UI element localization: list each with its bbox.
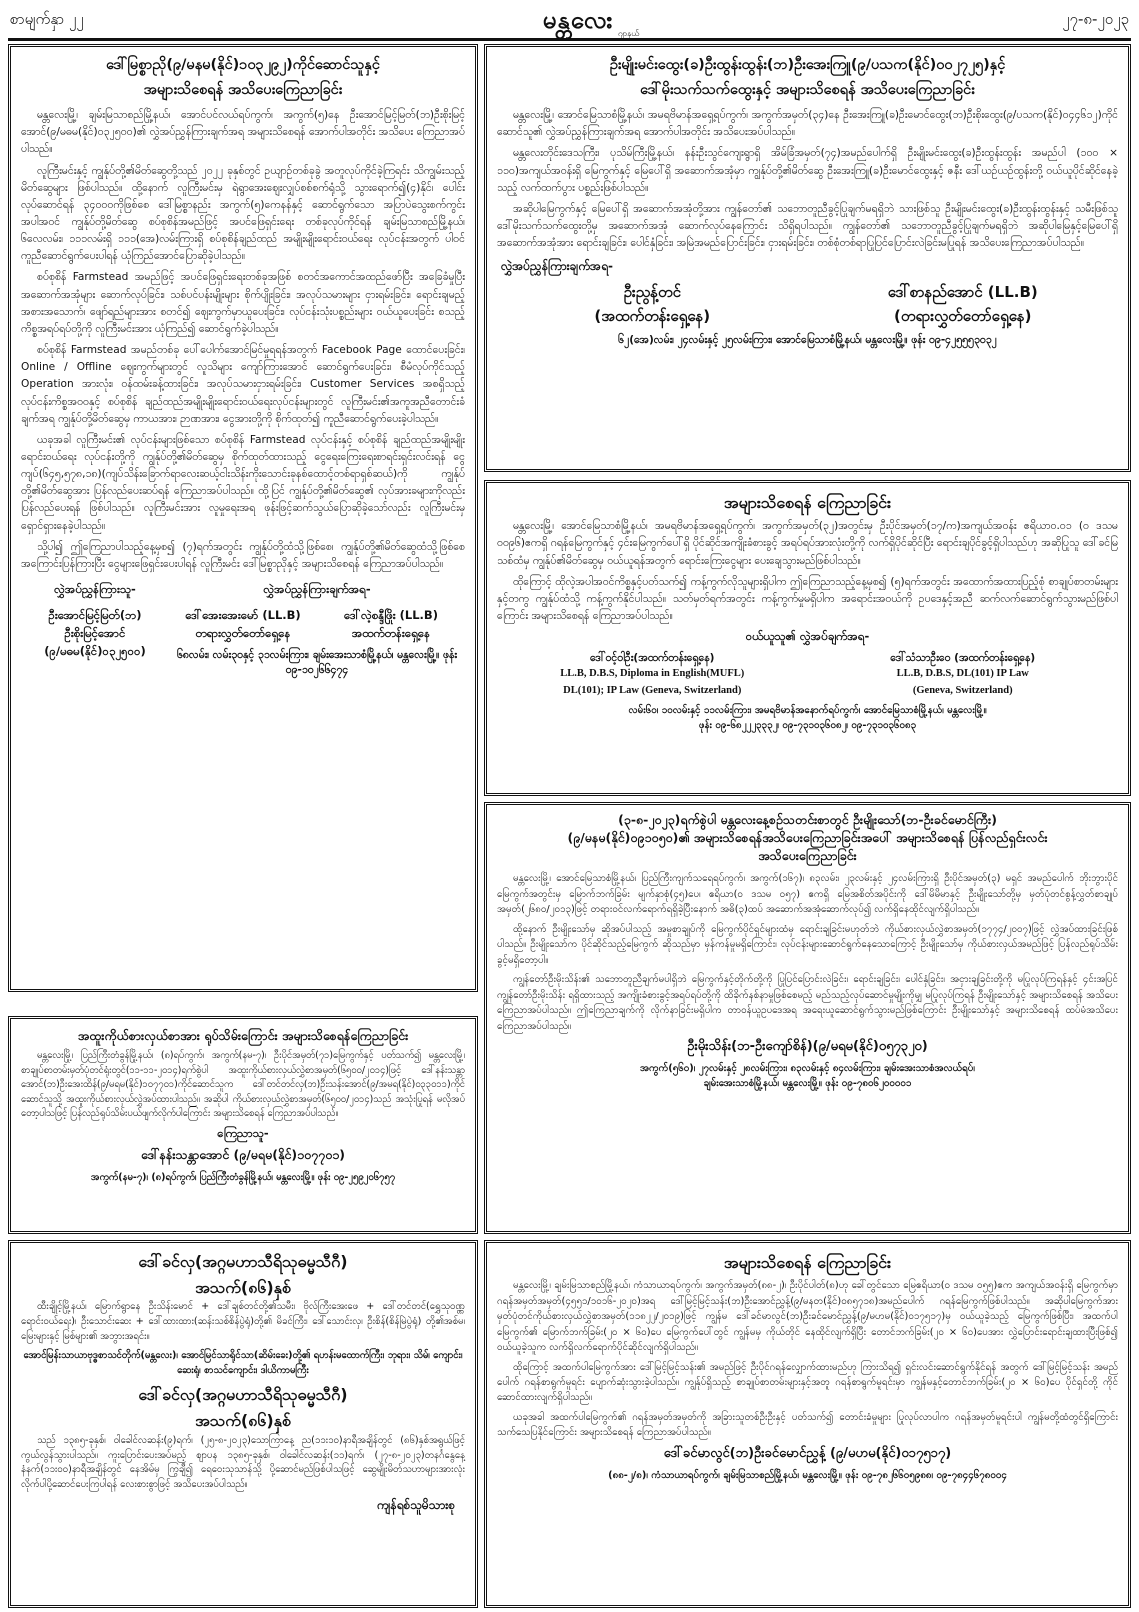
lawyer-address: လမ်း၆၀၊ ၁၀လမ်းနှင့် ၁၁လမ်းကြား၊ အမရဗိမာန်အနောက်ရပ်ကွက်၊ အောင်မြေသာစံမြို့နယ်၊ မန္တလေးမြို့။: [628, 704, 987, 716]
notice-body: [21, 107, 465, 573]
deceased-age: အသက်(၈၆)နှစ်: [195, 1411, 291, 1431]
lawyer-title: (တရားလွှတ်တော်ရှေ့နေ): [894, 307, 1032, 326]
lawyer-2: [808, 280, 1119, 328]
declarant-address-2: ချမ်းအေးသာစံမြို့နယ်၊ မန္တလေးမြို့။ ဖုန်း ၀၉-၇၈၀၆၂၀၀၀၀၁: [703, 1077, 912, 1089]
lawyer-address: ၆၈လမ်း၊ လမ်း၃၀နှင့် ၃၁လမ်းကြား၊ ချမ်းအေးသာစံမြို့နယ်၊ မန္တလေးမြို့။ ဖုန်း ၀၉-၁၀၂၆၆၄၇၄: [176, 648, 458, 677]
notice-paragraph: စပ်စုစိန် Farmstead အမည်ဖြင့် အပင်ဖြေရှင်းရေးတစ်ခုအဖြစ် စတင်အကောင်အထည်ဖော်ပြီး အခြေခံမှုပြီး အဆောက်အအုံများ ဆောက်လုပ်ခြင်း၊ သစ်ပင်ပန်းမျိုးများ စိုက်ပျိုးခြင်း၊ အလုပ်သမားများ ငှားရမ်းခြင်း၊ ရောင်းချမည့် အစားအသောက်၊ ဖျော်ရည်များအား စတင်၍ ဈေးကွက်မှာယူပေးခြင်း၊ လုပ်ငန်းသုံးပစ္စည်းများ ဝယ်ယူပေးခြင်း စသည့်ကိစ္စအရပ်ရပ်တို့ကို လူကြီးမင်းအား ယုံကြည်၍ ဆောင်ရွက်ခဲ့ပါသည်။: [21, 271, 465, 335]
family-paragraph: ထီးချိုင့်မြို့နယ်၊ မြောက်ရွာနေ ဦးသိန်းမောင် + ဒေါ်ချစ်တင်တို့၏သမီး၊ ဗိုလ်ကြီးအေးဖေ + ဒေါ်တင်တင်(ရွှေသုဝဏ္ဏရောင်းဝယ်ရေး)၊ ဦးသောင်းဆေး + ဒေါ်ထားထား(ဆန်းသစ်စိန်ပွဲရုံ)တို့၏ မိခင်ကြီး၊ ဒေါ်သောင်းလှ၊ ဦးစိန်(စိန်မြဲပွဲရုံ) တို့၏အစ်မ၊ မြေးများနှင့် မြစ်များ၏ အဘွားအရင်း။: [21, 1301, 465, 1342]
lawyer-name: ဒေါ်စာနည်အောင် (LL.B): [887, 283, 1038, 302]
sign-heading: လွှဲအပ်ညွှန်ကြားသူ-: [54, 582, 136, 597]
lawyer-name: ဦးညွန့်တင်: [623, 283, 681, 302]
notice-revoke-power-of-attorney: [8, 1016, 478, 1234]
notice-paragraph: မန္တလေးမြို့၊ ပြည်ကြီးတံခွန်မြို့နယ်၊ (၈)ရပ်ကွက်၊ အကွက်(နမ-၇)၊ ဦးပိုင်အမှတ်(၇၁)မြေကွက်နှင့် ပတ်သက်၍ မန္တလေးမြို့၊ စာချုပ်စာတမ်းမှတ်ပုံတင်ရုံးတွင်(၁၁-၁၁-၂၀၁၄)ရက်စွဲပါ အထူးကိုယ်စားလှယ်လွှဲစာအမှတ်(၆၅၀၀/၂၀၁၄)ဖြင့် ဒေါ်နန်းသန္တာအောင်(ဘ)ဦးအေးထိန်(၉/မရမ(နိုင်)၁၀၇၇၀၁)ကိုင်ဆောင်သူက ဒေါ်တင်တင်လှ(ဘ)ဦးသန်းအောင်(၉/အမရ(နိုင်)၀၃၃၀၁၁)ကိုင်ဆောင်သူသို့ အထူးကိုယ်စားလှယ်လွှဲအပ်ထားပါသည်။ အဆိုပါ ကိုယ်စားလှယ်လွှဲစာအမှတ်(၆၅၀၀/၂၀၁၄)သည် အသုံးပြုရန် မလိုအပ်တော့ပါသဖြင့် ပြန်လည်ရုပ်သိမ်းပယ်ဖျက်လိုက်ပါကြောင်း အများသိစေရန် ကြေညာအပ်ပါသည်။: [21, 1050, 465, 1120]
signature-row: [497, 650, 1118, 699]
deceased-name: ဒေါ်ခင်လှ(အဂ္ဂမဟာသီရိသုဓမ္မသီဂီ): [138, 1385, 348, 1405]
masthead-subtitle: ဂျာနယ်: [617, 29, 639, 38]
notice-title: (၃-၈-၂၀၂၃)ရက်စွဲပါ မန္တလေးနေ့စဉ်သတင်းစာတွင် ဦးမျိုးသော်(ဘ-ဦးခင်မောင်ကြီး): [618, 812, 997, 827]
sign-heading: လွှဲအပ်ညွှန်ကြားချက်အရ-: [263, 582, 371, 597]
donor-paragraph: အောင်မြန်းသာယာဗုဒ္ဓစာသင်တိုက်(မန္တလေး)၊ အောင်မြင်သာရိုင်သာ(ဆိမ်းခေး)တို့၏ ရဟန်းမထောက်ကြီး၊ ဘုရား၊ သိမ်၊ ကျောင်း၊ ဆေးရုံ၊ စာသင်ကျောင်း၊ ဒါယိကာမကြီး: [23, 1349, 463, 1376]
notice-body: [497, 107, 1118, 252]
notice-paragraph: မန္တလေးတိုင်းဒေသကြီး၊ ပုသိမ်ကြီးမြို့နယ်၊ နန်းဦးသွင်ကျေးရွာရှိ အိမ်ခြံအမှတ်(၇၄)အမည်ပေါက်ရှိ ဦးမျိုးမင်းထွေး(ခ)ဦးထွန်းထွန်း အမည်ပါ (၁၀၀ × ၁၁၀)အကျယ်အဝန်းရှိ မြေကွက်နှင့် မြေပေါ်ရှိ အဆောက်အအုံမှာ ကျွန်ုပ်တို့၏မိတ်ဆွေ ဦးအေးကြူ(ခ)ဦးမောင်ထွေးနှင့် ဇနီး ဒေါ်ယဉ်ယဉ်ထွန်းတို့ ဝယ်ယူပိုင်ဆိုင်နေခဲ့သည့် လက်ထက်ပွား ပစ္စည်းဖြစ်ပါသည်။: [497, 147, 1118, 194]
lawyer-phone: ဖုန်း ၀၉-၆၈၂၂၂၃၃၃၂၊ ၀၉-၇၃၁၀၃၆၀၈၂၊ ၀၉-၇၃၁၀၃၆၀၈၃: [698, 719, 917, 731]
notice-paragraph: မန္တလေးမြို့၊ အောင်မြေသာစံမြို့နယ်၊ ပြည်ကြီးကျက်သရေရပ်ကွက်၊ အကွက်(၁၆၇)၊ ၈၃လမ်း၊ ၂၃လမ်းနှင့် ၂၄လမ်းကြားရှိ ဦးပိုင်အမှတ်(၃) မရှင် အမည်ပေါက် ဘိုးဘွားပိုင်မြေကွက်အတွင်းမှ မြောက်ဘက်ခြမ်း မျက်နှာစုံ(၄၅)ပေ၊ ဧရိယာ(၀ ဒသမ ၀၅၇) ဧကရှိ မြေအစိတ်အပိုင်းကို ဒေါ်မိမိမာနှင့် ဦးမျိုးသော်တို့မှ မှတ်ပုံတင်စွန့်လွှတ်စာချုပ်အမှတ်(၂၆၈၀/၂၀၁၃)ဖြင့် တရားဝင်လက်ရောက်ရရှိခဲ့ပြီးနောက် အဓိ(၃)ထပ် အဆောက်အအုံဆောက်လုပ်၍ လက်ရှိနေထိုင်လျက်ရှိပါသည်။: [497, 873, 1118, 916]
deceased-age-heading: အသက်(၈၆)နှစ်: [195, 1277, 291, 1297]
notice-land-purchase: [484, 480, 1131, 796]
header-rule: [8, 38, 1131, 41]
notice-title: အများသိစေရန် ကြေညာခြင်း: [723, 493, 892, 512]
notice-paragraph: ယခုအခါ အထက်ပါမြေကွက်၏ ဂရန်အမှတ်အမှတ်ကို အခြားသူတစ်ဦးဦးနှင့် ပတ်သက်၍ တောင်းခံမှုများ ပြုလုပ်လာပါက ဂရန်အမှတ်မူရင်းပါ ကျွန်မတို့ထံတွင်ရှိကြောင်း သက်သေပြနိုင်ကြောင်း အများသိစေရန် ကြေညာအပ်ပါသည်။: [497, 1411, 1118, 1439]
sign-heading: ဝယ်ယူသူ၏ လွှဲအပ်ချက်အရ-: [745, 629, 870, 644]
notice-body: [21, 1049, 465, 1122]
sign-heading: လွှဲအပ်ညွှန်ကြားချက်အရ-: [501, 259, 613, 274]
lawyer-title: (အထက်တန်းရှေ့နေ): [594, 307, 711, 326]
notice-paragraph: သို့ပါ၍ ဤကြေညာပါသည့်နေ့မှစ၍ (၇)ရက်အတွင်း ကျွန်ုပ်တို့ထံသို့ဖြစ်စေ၊ ကျွန်ုပ်တို့၏မိတ်ဆွေထံသို့ဖြစ်စေ အကြောင်းပြန်ကြားပြီး ငွေများဖြေရှင်းပေးပါရန် လူကြီးမင်း ဒေါ်မြစ္စာညိုနှင့် အများသိစေရန် ကြေညာအပ်ပါသည်။: [21, 540, 465, 570]
page-header: [8, 4, 1131, 38]
notice-title: အထူးကိုယ်စားလှယ်စာအား ရုပ်သိမ်းကြောင်း အများသိစေရန်ကြေညာခြင်း: [77, 1028, 409, 1043]
notice-paragraph: ကျွန်တော်ဦးမိုးသိန်း၏ သဘောတူညီချက်မပါရှိဘဲ မြေကွက်နှင့်တိုက်တို့ကို ပြုပြင်ပြောင်းလဲခြင်း၊ ရောင်းချခြင်း၊ ပေါင်နှံခြင်း၊ အငှားချခြင်းတို့ကို မပြုလုပ်ကြရန်နှင့် ၄င်းအပြင် ကျွန်တော်ဦးမိုးသိန်း ရရှိထားသည့် အကျိုးခံစားခွင့်အရပ်ရပ်တို့ကို ထိခိုက်နစ်နာမှုဖြစ်စေမည့် မည်သည့်လုပ်ဆောင်မှုမျိုးကိုမျှ မပြုလုပ်ကြရန် ဦးမျိုးသော်နှင့် အများသိစေရန် အသိပေးကြေညာအပ်ပါသည်။ ဤကြေညာချက်ကို လိုက်နာခြင်းမရှိပါက တာဝန်ယူဥပဒေအရ အရေးယူဆောင်ရွက်သွားမည်ဖြစ်ကြောင်း ဦးမျိုးသော်နှင့် အများသိစေရန် ထပ်မံအသိပေးကြေညာအပ်ပါသည်။: [497, 974, 1118, 1032]
notice-paragraph: မန္တလေးမြို့၊ အောင်မြေသာစံမြို့နယ်၊ အမရဗိမာန်အရှေ့ရပ်ကွက်၊ အကွက်အမှတ်(၃၄)နေ ဦးအေးကြူ(ခ)ဦးမောင်ထွေး(ဘ)ဦးစိုးထွေး(၉/ပသက(နိုင်)၀၄၄၆၁၂)ကိုင်ဆောင်သူ၏ လွှဲအပ်ညွှန်ကြားချက်အရ အောက်ပါအတိုင်း အသိပေးအပ်ပါသည်။: [497, 109, 1118, 139]
notice-paragraph: လူကြီးမင်းနှင့် ကျွန်ုပ်တို့၏မိတ်ဆွေတို့သည် ၂၀၂၂ ခုနှစ်တွင် ဥယျာဉ်တစ်ခုခွဲ အတူလုပ်ကိုင်ခဲ့ကြရင်း သိကျွမ်းသည့်မိတ်ဆွေများ ဖြစ်ပါသည်။ ထို့နောက် လူကြီးမင်းမှ ရဲရွာအေးဈေးလျှပ်စစ်စက်ရုံသို့ သွားရောက်၍(၄)နိုင်၊ ပေါင်းလုပ်ဆောင်ရန် ၃၄၀၀၀ကိုဖြစ်စေ ဒေါ်မြစ္စာနည်း အကွက်(၅)ကေနန်နှင့် ဆောင်ရွက်သော အပြာပဲသွေးစက်ကွင်းအပါအဝင် ကျွန်ုပ်တို့မိတ်ဆွေ စပ်စုစိန်အမည်ဖြင့် အပင်ဖြေရှင်းရေး တစ်ခုလုပ်ကိုင်ရန် ချမ်းမြသာစည်မြို့နယ်၊ ၆လေလမ်း၊ ၁၁၁လမ်းရှိ ၁၁၁(အေ)လမ်းကြားရှိ စပ်စုစိန်ချည်ထည် အမျိုးမျိုးရောင်းဝယ်ရေး လုပ်ငန်းအတွက် ပါဝင်ကူညီဆောင်ရွက်ပေးပါရန် ယုံကြည်အောင်ပြောဆိုခဲ့ပါသည်။: [21, 164, 465, 263]
signature-row: [21, 581, 465, 679]
client-name: ဦးအောင်မြင့်မြတ်(ဘ): [48, 607, 142, 622]
lawyer-1: [497, 650, 808, 699]
funeral-body: [21, 1434, 465, 1493]
declarant-name: ဒေါ်နန်းသန္တာအောင် (၉/မရမ(နိုင်)၁၀၇၇၀၁): [141, 1147, 345, 1163]
lawyer-title: တရားလွှတ်တော်ရှေ့နေ: [195, 625, 291, 640]
notice-title: ဒေါ်မြစ္စာညို(၉/မနမ(နိုင်)၁၀၃၂၉၂)ကိုင်ဆောင်သူနှင့်: [106, 57, 380, 73]
notice-paragraph: အဆိုပါမြေကွက်နှင့် မြေပေါ်ရှိ အဆောက်အအုံတို့အား ကျွန်တော်၏ သဘောတူညီခွင့်ပြုချက်မရရှိဘဲ သားဖြစ်သူ ဦးမျိုးမင်းထွေး(ခ)ဦးထွန်းထွန်းနှင့် သမီးဖြစ်သူ ဒေါ်မိုးသက်သက်ထွေးတို့မှ အဆောက်အအုံ ဆောက်လုပ်နေကြောင်း သိရှိရပါသည်။ ကျွန်တော်၏ သဘောတူညီခွင့်ပြုချက်မရရှိဘဲ အဆိုပါမြေနှင့်မြေပေါ်ရှိ အဆောက်အအုံအား ရောင်းချခြင်း၊ ပေါင်နှံခြင်း၊ အမြဲအမည်ပြောင်းခြင်း၊ ငှားရမ်းခြင်း၊ တစ်စုံတစ်ရာပြုပြင်ပြောင်းလဲခြင်းမပြုရန် အသိပေးကြေညာအပ်ပါသည်။: [497, 202, 1118, 250]
lawyer-degrees-2: DL(101); IP Law (Geneva, Switzerland): [563, 684, 742, 696]
notice-obituary: [8, 1240, 478, 1608]
notice-title: ဦးမျိုးမင်းထွေး(ခ)ဦးထွန်းထွန်း(ဘ)ဦးအေးကြူ(၉/ပသက(နိုင်)၀၀၂၇၂၅)နှင့်: [609, 57, 1006, 73]
notice-paragraph: ထိုကြောင့် ထိုလဲ့အပါအဝင်ကိစ္စနှင့်ပတ်သက်၍ ကန့်ကွက်လိုသူများရှိပါက ဤကြေညာသည့်နေ့မှစ၍ (၅)ရက်အတွင်း အထောက်အထားပြည့်စုံ စာချုပ်စာတမ်းများနှင့်တကွ ကျွန်ုပ်ထံသို့ ကန့်ကွက်နိုင်ပါသည်။ သတ်မှတ်ရက်အတွင်း ကန့်ကွက်မှုမရှိပါက အရောင်းအဝယ်ကို ဥပဒေနှင့်အညီ ဆက်လက်ဆောင်ရွက်သွားမည်ဖြစ်ပါကြောင်း အများသိစေရန် ကြေညာအပ်ပါသည်။: [497, 575, 1118, 622]
notice-body: [497, 1278, 1118, 1441]
notice-subtitle: ဒေါ်မိုးသက်သက်ထွေးနှင့် အများသိစေရန် အသိပေးကြေညာခြင်း: [640, 82, 975, 99]
masthead-title: မန္တလေး: [542, 5, 614, 34]
lawyer-degrees: LL.B, D.B.S, Diploma in English(MUFL): [560, 668, 745, 680]
notice-paragraph: မန္တလေးမြို့၊ အောင်မြေသာစံမြို့နယ်၊ အမရဗိမာန်အရှေ့ရပ်ကွက်၊ အကွက်အမှတ်(၃၂)အတွင်းမှ ဦးပိုင်အမှတ်(၁၇/က)အကျယ်အဝန်း ဧရိယာ၀.၀၁ (၀ ဒသမ ၀၀၉၆)ဧကရှိ ဂရန်မြေကွက်နှင့် ၄င်းမြေကွက်ပေါ်ရှိ ပိုင်ဆိုင်အကျိုးခံစားခွင့် အရပ်ရပ်အားလုံးတို့ကို လက်ရှိပိုင်ဆိုင်ပြီး ရောင်းချပိုင်ခွင့်ရှိပါသည်ဟု အဆိုပြုသူ ဒေါ်ခင်မြသစ်ထံမှ ကျွန်ုပ်၏မိတ်ဆွေမှ ဝယ်ယူရန်အတွက် ရောင်းကြေးငွေများ ပေးချေသွားမည်ဖြစ်ပါသည်။: [497, 520, 1118, 567]
family-signature: ကျန်ရစ်သူမိသားစု: [376, 1498, 455, 1513]
notice-title-2: (၉/မနမ(နိုင်)၀၉၁၀၅၀)၏ အများသိစေရန်အသိပေးကြေညာခြင်းအပေါ် အများသိစေရန် ပြန်လည်ရှင်းလင်း: [567, 830, 1048, 846]
obituary-body: [21, 1300, 465, 1378]
notice-grant-document: [484, 1240, 1131, 1608]
notice-paragraph: ထိုကြောင့် အထက်ပါမြေကွက်အား ဒေါ်မြင့်မြင့်သန်း၏ အမည်ဖြင့် ဦးပိုင်ဂရန်လျှောက်ထားမည်ဟု ကြားသိရ၍ ရှင်းလင်းဆောင်ရွက်နိုင်ရန် အတွက် ဒေါ်မြင့်မြင့်သန်း အမည်ပေါက် ဂရန်စာရွက်မူရင်း ပျောက်ဆုံးသွားခဲ့ပါသည်။ ကျွန်ုပ်ရှိသည့် စာချုပ်စာတမ်းများနှင့်အတူ ဂရန်စာရွက်မူရင်းမှာ ကျွန်မနှင့်တောင်ဘက်ခြမ်း(၂၀ × ၆၀)ပေ ပိုင်ရှင်တို့ ကိုင်ဆောင်ထားလျက်ရှိပါသည်။: [497, 1361, 1118, 1404]
notice-rebuttal: [484, 802, 1131, 1234]
issue-date: ၂၇-၈-၂၀၂၃: [1062, 10, 1129, 28]
lawyer-address: ၆၂(အေ)လမ်း၊ ၂၄လမ်းနှင့် ၂၅လမ်းကြား၊ အောင်မြေသာစံမြို့နယ်၊ မန္တလေးမြို့။ ဖုန်း ၀၉-၄၂၅၅၅၃၀၃၂: [618, 334, 997, 347]
notice-subtitle: အများသိစေရန် အသိပေးကြေညာခြင်း: [143, 82, 343, 99]
lawyer-1: [497, 280, 808, 328]
lawyer-name: ဒေါ်သံသာဦးဝေ (အထက်တန်းရှေ့နေ): [890, 652, 1036, 665]
notice-paragraph: စပ်စုစိန် Farmstead အမည်တစ်ခု ပေါ်ပေါက်အောင်မြင်မှုရရန်အတွက် Facebook Page ထောင်ပေးခြင်း၊ Online / Offline ဈေးကွက်များတွင် လူသိများ ကျော်ကြားအောင် ဆောင်ရွက်ပေးခြင်း၊ စီမံလုပ်ကိုင်သည့် Operation အားလုံး၊ ဝန်ထမ်းခန့်ထားခြင်း၊ အလုပ်သမားငှားရမ်းခြင်း၊ Customer Services အစရှိသည့် လုပ်ငန်းကိစ္စအဝဝနှင့် စပ်စုစိန် ချည်ထည်အမျိုးမျိုးရောင်းဝယ်ရေးလုပ်ငန်းများတွင် လူကြီးမင်း၏အကူအညီတောင်းခံချက်အရ ကျွန်ုပ်တို့မိတ်ဆွေမှ ကာယအား၊ ဉာဏအား၊ ငွေအားတို့ကို စိုက်ထုတ်၍ ကူညီဆောင်ရွက်ပေးခဲ့ပါသည်။: [21, 344, 465, 425]
funeral-paragraph: သည် ၁၃၈၅-ခုနှစ်၊ ဝါခေါင်လဆန်း(၉)ရက်၊ (၂၅-၈-၂၀၂၃)သောကြာနေ့ ည(၁၁း၁၀)နာရီအချိန်တွင် (၈၆)နှစ်အရွယ်ဖြင့် ကွယ်လွန်သွားပါသည်။ ကူးပြောင်းပေးအပ်မည့် ဈာပန ၁၃၈၅-ခုနှစ်၊ ဝါခေါင်လဆန်း(၁၁)ရက်၊ (၂၇-၈-၂၀၂၃)တနင်္ဂနွေနေ့ နံနက်(၁၁း၀၀)နာရီအချိန်တွင် နေအိမ်မှ ကြွချီ၍ ရေဝေးသုသာန်သို့ ပို့ဆောင်မည်ဖြစ်ပါသဖြင့် ဆွေမျိုးမိတ်သဟာများအားလုံး လိုက်ပါပို့ဆောင်ပေးကြပါရန် လေးစားစွာဖြင့် အသိပေးအပ်ပါသည်။: [21, 1434, 465, 1491]
lawyer-name: ဒေါ်လဲ့စန္ဒီဖြိုး (LL.B): [344, 607, 438, 622]
lawyer-degrees: LL.B, D.B.S, DL(101) IP Law: [896, 668, 1029, 680]
lawyer-title: အထက်တန်းရှေ့နေ: [351, 625, 431, 640]
declarant-address: (၈၈-၂/၈)၊ ကံသာယာရပ်ကွက်၊ ချမ်းမြသာစည်မြို့နယ်၊ မန္တလေးမြို့။ ဖုန်း ၀၉-၇၈၂၆၆၀၅၉၈၈၊ ၀၉-၇၈၄၄၆၇၈၀၀၄: [608, 1469, 1007, 1481]
notice-paragraph: ထို့နောက် ဦးမျိုးသော်မှ ဆိုအပ်ပါသည့် အမှုစာချုပ်ကို မြေကွက်ပိုင်ရှင်များထံမှ ရောင်းချခြင်းမဟုတ်ဘဲ ကိုယ်စားလှယ်လွှဲစာအမှတ်(၁၇၇၄/၂၀၀၇)ဖြင့် လွှဲအပ်ထားခြင်းဖြစ်ပါသည်။ ဦးမျိုးသော်က ပိုင်ဆိုင်သည့်မြေကွက် ဆိုသည်မှာ မှန်ကန်မှုမရှိကြောင်း၊ လုပ်ငန်းများဆောင်ရွက်နေသောကြောင့် ဦးမျိုးသော်မှ ကိုယ်စားလှယ်အမည်ဖြင့် ပြန်လည်ရုပ်သိမ်းခွင့်မရှိတော့ပါ။: [497, 923, 1118, 966]
client-signature: [21, 581, 169, 679]
lawyer-2: [808, 650, 1119, 699]
lawyer-name: ဒေါ်ဝင့်ဝါဦး(အထက်တန်းရှေ့နေ): [590, 652, 715, 665]
sign-heading: ကြေညာသူ-: [217, 1126, 269, 1141]
notice-title: အများသိစေရန် ကြေညာခြင်း: [723, 1253, 892, 1272]
notice-paragraph: ယခုအခါ လူကြီးမင်း၏ လုပ်ငန်းများဖြစ်သော စပ်စုစိန် Farmstead လုပ်ငန်းနှင့် စပ်စုစိန် ချည်ထည်အမျိုးမျိုးရောင်းဝယ်ရေး လုပ်ငန်းတို့ကို ကျွန်ုပ်တို့၏မိတ်ဆွေမှ စိုက်ထုတ်ထားသည့် ငွေရေးကြေးရေးစာရင်းရှင်းလင်းရန် ငွေကျပ်(၆၄၅,၅၇၈,၁၈)(ကျပ်သိန်းခြောက်ရာလေးဆယ့်ငါးသိန်းကိုးသောင်းခုနစ်ထောင့်တစ်ရာရှစ်ဆယ်)ကို ကျွန်ုပ်တို့၏မိတ်ဆွေအား ပြန်လည်ပေးဆပ်ရန် ကြေညာအပ်ပါသည်။ ထို့ပြင် ကျွန်ုပ်တို့၏မိတ်ဆွေ၏ လုပ်အားခများကိုလည်း ပြန်လည်ပေးရန် ဖြစ်ပါသည်။ လူကြီးမင်းအား လူမှုရေးအရ ဖုန်းဖြင့်ဆက်သွယ်ပြောဆိုခဲ့သော်လည်း လူကြီးမင်းမှ ရှောင်ရှားနေခဲ့ပါသည်။: [21, 433, 465, 532]
notice-debt-demand: [8, 44, 478, 992]
declarant-address: အကွက်(နမ-၇)၊ (၈)ရပ်ကွက်၊ ပြည်ကြီးတံခွန်မြို့နယ်၊ မန္တလေးမြို့။ ဖုန်း ၀၉-၂၅၉၂၀၆၇၅၇: [90, 1172, 396, 1184]
client-name-2: ဦးစိုးမြင့်အောင်: [64, 625, 126, 640]
lawyer-signatures: [169, 581, 465, 679]
deceased-name-heading: ဒေါ်ခင်လှ(အဂ္ဂမဟာသီရိသုဓမ္မသီဂီ): [138, 1252, 348, 1271]
signature-row: [497, 280, 1118, 328]
masthead-logo: [513, 4, 643, 38]
notice-paragraph: မန္တလေးမြို့၊ ချမ်းမြသာစည်မြို့နယ်၊ အောင်ပင်လယ်ရပ်ကွက်၊ အကွက်(၅)နေ ဦးအောင်မြင့်မြတ်(ဘ)ဦးစိုးမြင့်အောင်(၉/မဓမ(နိုင်)၀၃၂၅၀၀)၏ လွှဲအပ်ညွှန်ကြားချက်အရ အများသိစေရန် အောက်ပါအတိုင်း အသိပေး ကြေညာအပ်ပါသည်။: [21, 109, 465, 156]
notice-property-warning: [484, 44, 1131, 472]
lawyer-name: ဒေါ်အေးအေးမော် (LL.B): [185, 607, 301, 622]
client-id: (၉/မဓမ(နိုင်)၀၃၂၅၀၀): [44, 643, 146, 658]
page-number: စာမျက်နှာ ၂၂: [10, 10, 84, 28]
notice-body: [497, 871, 1118, 1034]
notice-body: [497, 518, 1118, 625]
declarant-name: ဦးမိုးသိန်း(ဘ-ဦးကျော်စိန်)(၉/မရမ(နိုင်)၀၅၇၃၂၀): [687, 1039, 928, 1055]
notice-title-3: အသိပေးကြေညာခြင်း: [758, 848, 857, 864]
declarant-name: ဒေါ်ခင်မာလွင်(ဘ)ဦးခင်မောင်ညွှန့် (၉/မဟမ(နိုင်)၀၁၇၅၁၇): [663, 1445, 952, 1461]
notice-paragraph: မန္တလေးမြို့၊ ချမ်းမြသာစည်မြို့နယ်၊ ကံသာယာရပ်ကွက်၊ အကွက်အမှတ်(၈၈-၂)၊ ဦးပိုင်ပါတ်(၈)ဟု ခေါ်တွင်သော မြေဧရိယာ(၀ ဒသမ ၀၅၅)ဧက အကျယ်အဝန်းရှိ မြေကွက်မှာ ဂရန်အမှတ်အမှတ်(၄၅၅၁/၁၀၁၆-၂၀၂၀)အရ ဒေါ်မြင့်မြင့်သန်း(ဘ)ဦးအောင်ညွှန့်(၉/မနတ(နိုင်)၀၈၅၇၁၈)အမည်ပေါက် ဂရန်မြေကွက်ဖြစ်ပါသည်။ အဆိုပါမြေကွက်အား မှတ်ပုံတင်ကိုယ်စားလှယ်လွှဲစာအမှတ်(၁၁၈၂၂/၂၀၁၉)ဖြင့် ကျွန်မ ဒေါ်ခင်မာလွင်(ဘ)ဦးခင်မောင်ညွှန့်(၉/မဟမ(နိုင်)၀၁၇၅၁၇)မှ ဝယ်ယူခဲ့သည့် မြေကွက်ဖြစ်ပြီး၊ အထက်ပါမြေကွက်၏ မြောက်ဘက်ခြမ်း(၂၀ × ၆၀)ပေ မြေကွက်ပေါ်တွင် ကျွန်မမှ ကိုယ်တိုင် နေထိုင်လျက်ရှိပြီး တောင်ဘက်ခြမ်း(၂၀ × ၆၀)ပေအား လွှဲပြောင်းရောင်းချထားပြီးဖြစ်၍ ဝယ်ယူခဲ့သူက လက်ရှိလက်ရောက်ပိုင်ဆိုင်လျက်ရှိပါသည်။: [497, 1280, 1118, 1354]
lawyer-degrees-2: (Geneva, Switzerland): [912, 684, 1013, 696]
declarant-address: အကွက်(၅၆၀)၊ ၂၇လမ်းနှင့် ၂၈လမ်းကြား၊ ၈၃လမ်းနှင့် ၈၄လမ်းကြား၊ ချမ်းအေးသာစံအလယ်ရပ်၊: [640, 1063, 975, 1075]
